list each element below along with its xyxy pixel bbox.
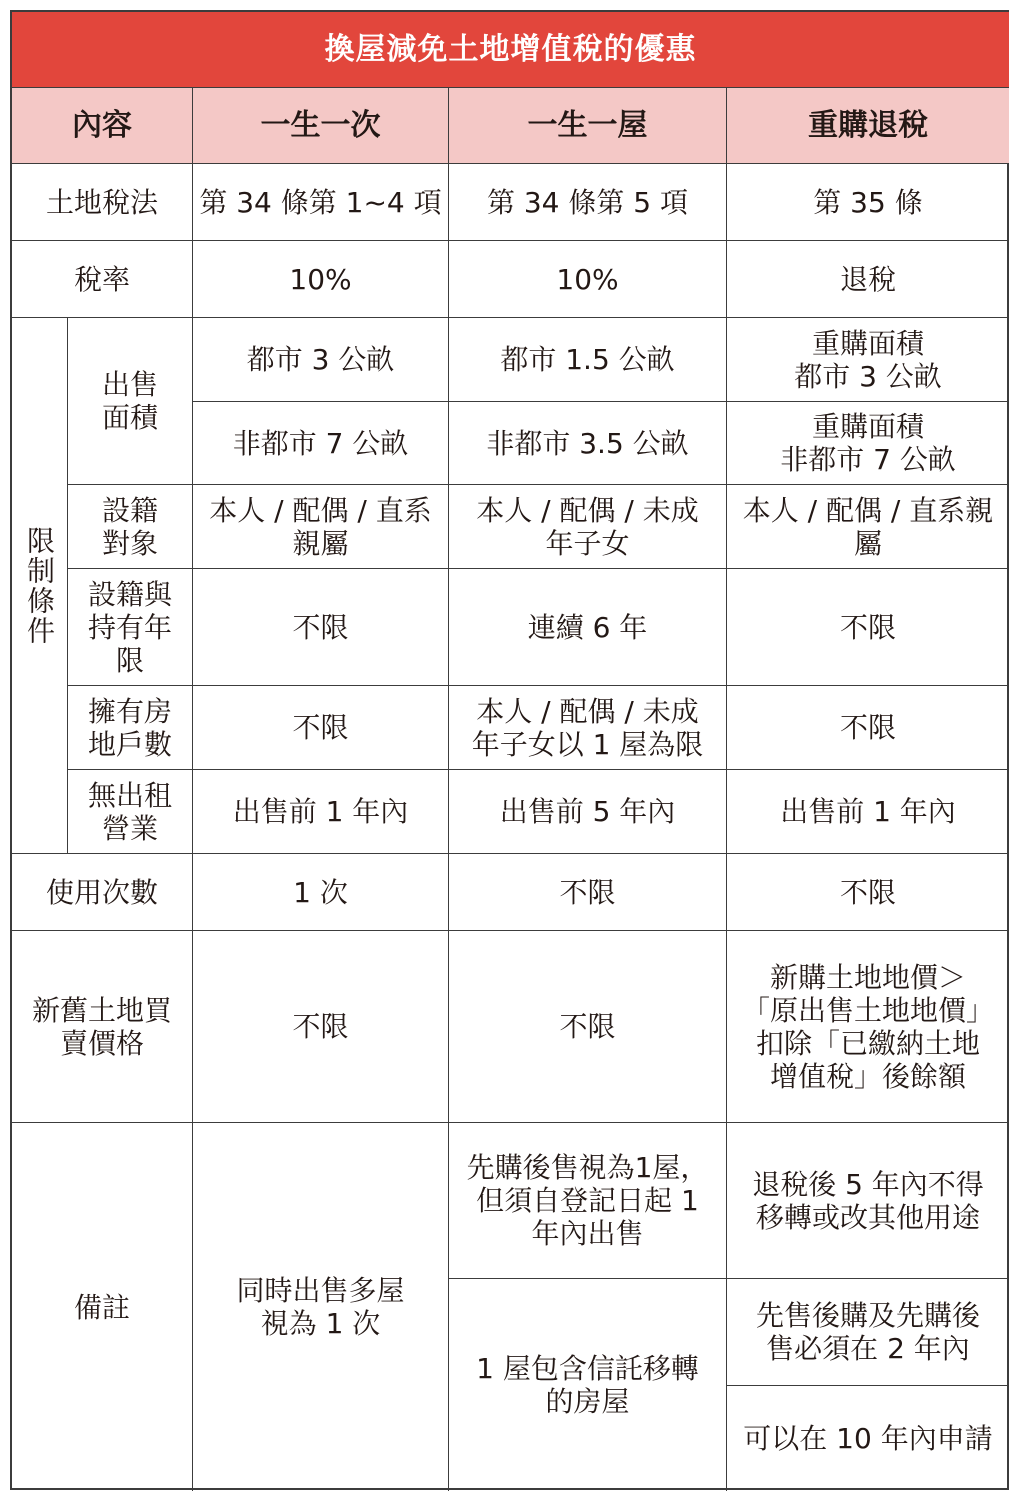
cell-notes-c3b: 先售後購及先購後 售必須在 2 年內: [727, 1279, 1009, 1386]
cell-law-c2: 第 34 條第 5 項: [449, 164, 727, 241]
cell-area-nonurban-c2: 非都市 3.5 公畝: [449, 402, 727, 485]
cell-usage-c3: 不限: [727, 854, 1009, 931]
cell-no-rent-c2: 出售前 5 年內: [449, 770, 727, 854]
cell-area-nonurban-c3: 重購面積 非都市 7 公畝: [727, 402, 1009, 485]
row-label-notes: 備註: [12, 1123, 193, 1491]
cell-area-urban-c2: 都市 1.5 公畝: [449, 318, 727, 402]
cell-no-rent-c1: 出售前 1 年內: [193, 770, 449, 854]
cell-registration-c2: 本人 / 配偶 / 未成 年子女: [449, 485, 727, 569]
row-label-sale-area: 出售 面積: [68, 318, 193, 485]
row-label-no-rent: 無出租 營業: [68, 770, 193, 854]
row-label-registration: 設籍 對象: [68, 485, 193, 569]
cell-households-c3: 不限: [727, 686, 1009, 770]
cell-price-c2: 不限: [449, 931, 727, 1123]
cell-holding-c3: 不限: [727, 569, 1009, 686]
cell-notes-c2a: 先購後售視為1屋， 但須自登記日起 1 年內出售: [449, 1123, 727, 1279]
restrictions-label: 限制條件: [12, 318, 68, 854]
cell-holding-c1: 不限: [193, 569, 449, 686]
header-content: 內容: [12, 88, 193, 164]
cell-holding-c2: 連續 6 年: [449, 569, 727, 686]
header-once-in-lifetime: 一生一次: [193, 88, 449, 164]
cell-rate-c3: 退稅: [727, 241, 1009, 318]
row-label-price: 新舊土地買 賣價格: [12, 931, 193, 1123]
table-title: 換屋減免土地增值稅的優惠: [12, 12, 1009, 88]
cell-area-urban-c1: 都市 3 公畝: [193, 318, 449, 402]
cell-law-c1: 第 34 條第 1~4 項: [193, 164, 449, 241]
cell-notes-c3a: 退稅後 5 年內不得 移轉或改其他用途: [727, 1123, 1009, 1279]
cell-notes-c2b: 1 屋包含信託移轉 的房屋: [449, 1279, 727, 1491]
cell-price-c3: 新購土地地價＞ 「原出售土地地價」 扣除「已繳納土地 增值稅」後餘額: [727, 931, 1009, 1123]
row-label-usage: 使用次數: [12, 854, 193, 931]
cell-registration-c1: 本人 / 配偶 / 直系 親屬: [193, 485, 449, 569]
header-one-house: 一生一屋: [449, 88, 727, 164]
cell-notes-c1: 同時出售多屋 視為 1 次: [193, 1123, 449, 1491]
cell-households-c1: 不限: [193, 686, 449, 770]
cell-notes-c3c: 可以在 10 年內申請: [743, 1422, 993, 1455]
cell-no-rent-c3: 出售前 1 年內: [727, 770, 1009, 854]
cell-households-c2: 本人 / 配偶 / 未成 年子女以 1 屋為限: [449, 686, 727, 770]
cell-area-urban-c3: 重購面積 都市 3 公畝: [727, 318, 1009, 402]
cell-rate-c2: 10%: [449, 241, 727, 318]
cell-law-c3: 第 35 條: [727, 164, 1009, 241]
row-label-rate: 稅率: [12, 241, 193, 318]
tax-comparison-table: [10, 10, 1009, 1490]
cell-rate-c1: 10%: [193, 241, 449, 318]
cell-registration-c3: 本人 / 配偶 / 直系親 屬: [727, 485, 1009, 569]
row-label-holding: 設籍與 持有年 限: [68, 569, 193, 686]
cell-area-nonurban-c1: 非都市 7 公畝: [193, 402, 449, 485]
cell-usage-c2: 不限: [449, 854, 727, 931]
row-label-households: 擁有房 地戶數: [68, 686, 193, 770]
cell-usage-c1: 1 次: [193, 854, 449, 931]
header-repurchase-refund: 重購退稅: [727, 88, 1009, 164]
row-label-law: 土地稅法: [12, 164, 193, 241]
cell-price-c1: 不限: [193, 931, 449, 1123]
